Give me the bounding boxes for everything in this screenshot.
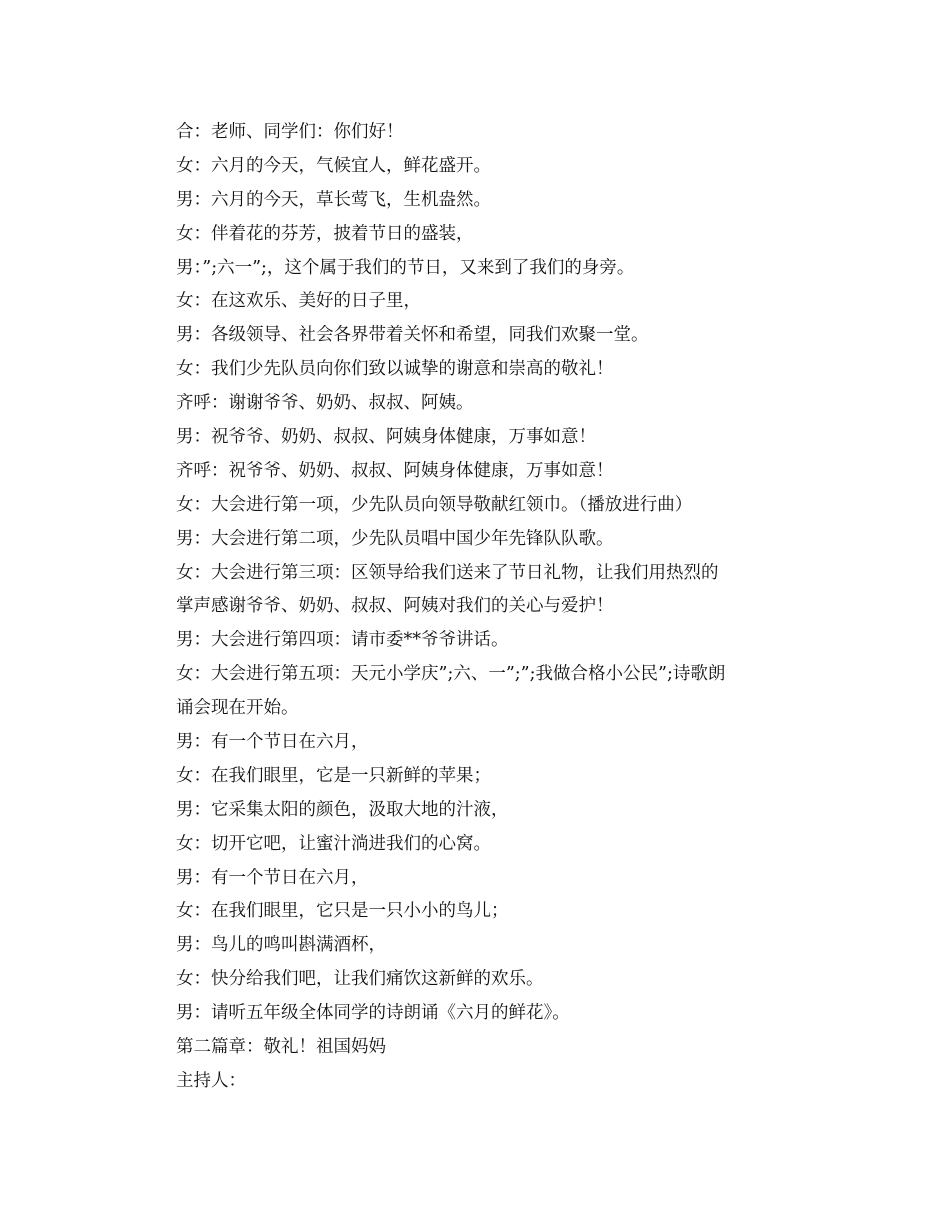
- text-line-27: 男：请听五年级全体同学的诗朗诵《六月的鲜花》。: [176, 1003, 570, 1024]
- text-line-06: 女：在这欢乐、美好的日子里，: [176, 291, 421, 312]
- document-body: [176, 116, 836, 1099]
- text-line-04: 女：伴着花的芬芳，披着节日的盛装，: [176, 223, 474, 244]
- text-line-22: 女：切开它吧，让蜜汁淌进我们的心窝。: [176, 833, 491, 854]
- text-line-15: 掌声感谢爷爷、奶奶、叔叔、阿姨对我们的关心与爱护！: [176, 596, 614, 617]
- text-line-25: 男：鸟儿的鸣叫斟满酒杯，: [176, 935, 386, 956]
- text-line-01: 合：老师、同学们：你们好！: [176, 122, 404, 142]
- text-line-02: 女：六月的今天，气候宜人，鲜花盛开。: [176, 155, 491, 176]
- text-line-08: 女：我们少先队员向你们致以诚挚的谢意和崇高的敬礼！: [176, 359, 614, 380]
- text-line-24: 女：在我们眼里，它只是一只小小的鸟儿；: [176, 901, 509, 922]
- chapter-heading: 第二篇章：敬礼！祖国妈妈: [176, 1037, 386, 1058]
- text-line-26: 女：快分给我们吧，让我们痛饮这新鲜的欢乐。: [176, 969, 544, 990]
- text-line-20: 女：在我们眼里，它是一只新鲜的苹果；: [176, 765, 491, 786]
- text-line-12: 女：大会进行第一项，少先队员向领导敬献红领巾。（播放进行曲）: [176, 494, 693, 515]
- text-line-05: 男：”;六一”;，这个属于我们的节日，又来到了我们的身旁。: [176, 257, 635, 278]
- text-line-07: 男：各级领导、社会各界带着关怀和希望，同我们欢聚一堂。: [176, 325, 649, 346]
- text-line-03: 男：六月的今天，草长莺飞，生机盎然。: [176, 189, 491, 210]
- text-line-19: 男：有一个节日在六月，: [176, 732, 369, 753]
- text-line-17: 女：大会进行第五项：天元小学庆”;六、一”;”;我做合格小公民”;诗歌朗: [176, 664, 726, 685]
- text-line-09: 齐呼：谢谢爷爷、奶奶、叔叔、阿姨。: [176, 393, 474, 414]
- text-line-23: 男：有一个节日在六月，: [176, 867, 369, 888]
- text-line-10: 男：祝爷爷、奶奶、叔叔、阿姨身体健康，万事如意！: [176, 427, 596, 448]
- text-line-16: 男：大会进行第四项：请市委**爷爷讲话。: [176, 630, 509, 651]
- text-line-11: 齐呼：祝爷爷、奶奶、叔叔、阿姨身体健康，万事如意！: [176, 460, 614, 481]
- text-line-18: 诵会现在开始。: [176, 698, 299, 719]
- text-line-14: 女：大会进行第三项：区领导给我们送来了节日礼物，让我们用热烈的: [176, 562, 719, 583]
- text-line-21: 男：它采集太阳的颜色，汲取大地的汁液，: [176, 799, 509, 820]
- text-line-13: 男：大会进行第二项，少先队员唱中国少年先锋队队歌。: [176, 528, 614, 549]
- text-line-29: 主持人：: [176, 1070, 246, 1091]
